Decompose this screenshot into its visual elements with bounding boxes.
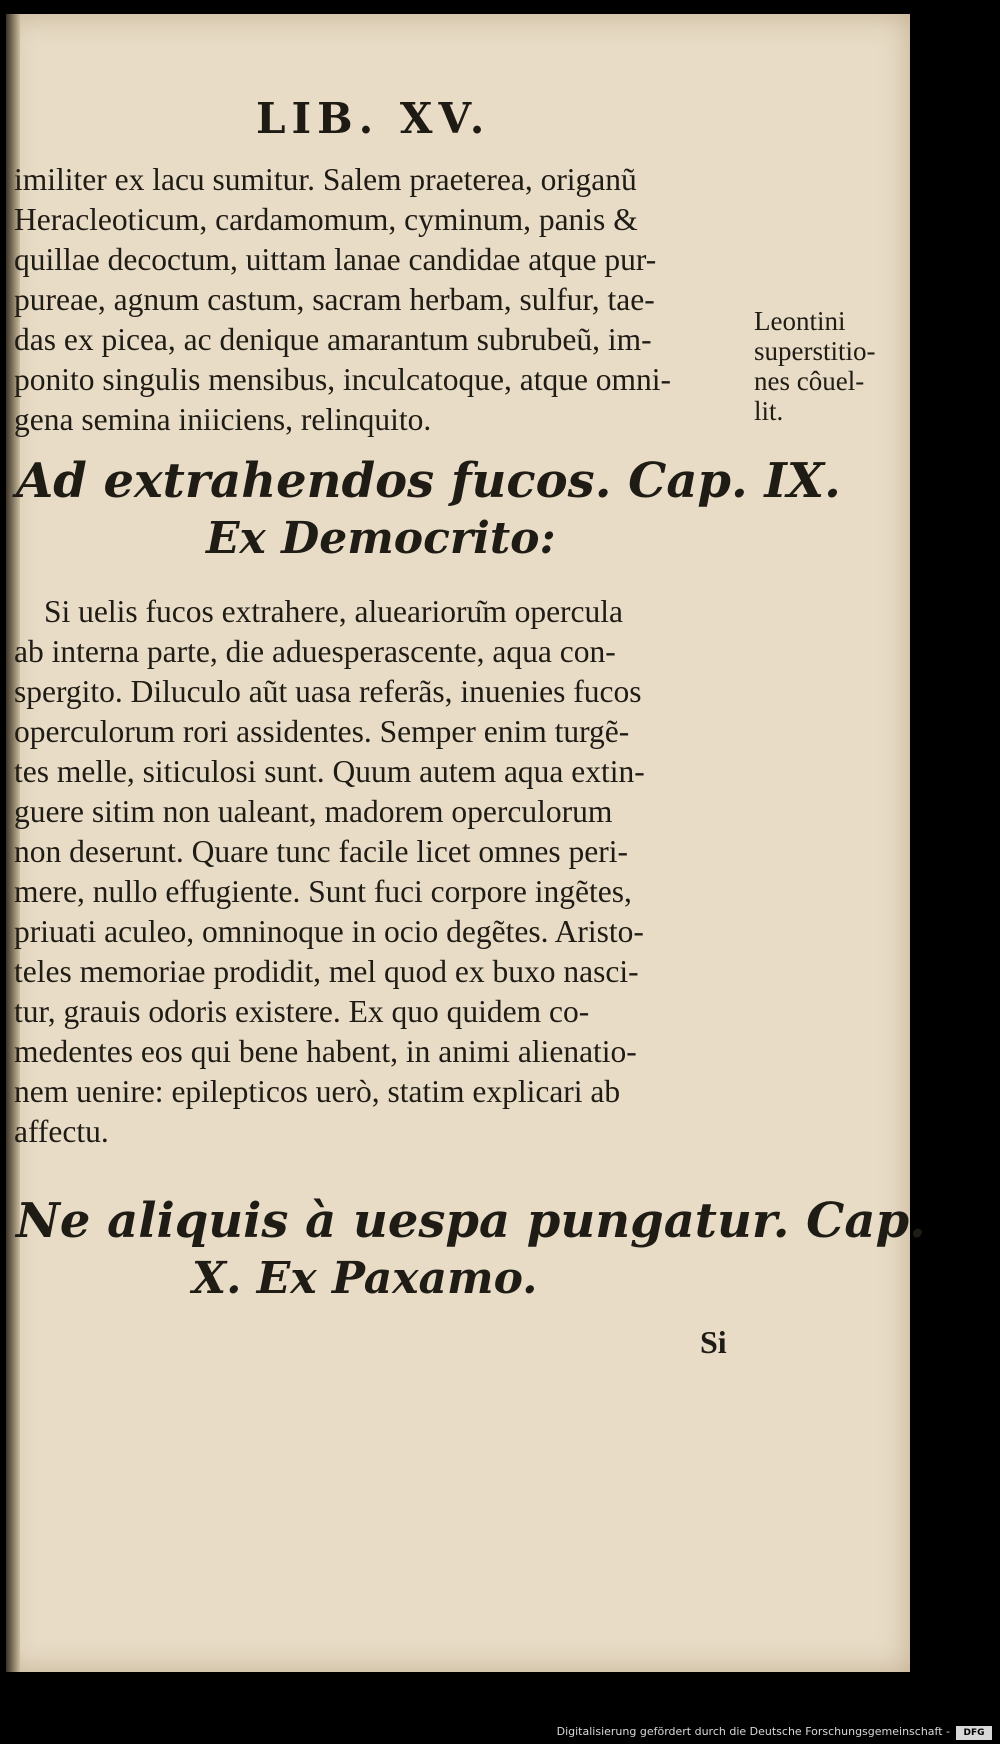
marginal-note-line: Leontini: [754, 306, 846, 336]
text-line: gena semina iniiciens, relinquito.: [14, 402, 432, 437]
text-line: non deserunt. Quare tunc facile licet omnes peri-: [14, 834, 629, 869]
text-line: imiliter ex lacu sumitur. Salem praeterea, origanũ: [14, 162, 637, 197]
chapter-source: Ex Democrito:: [206, 513, 556, 564]
text-line: teles memoriae prodidit, mel quod ex buxo nasci-: [14, 954, 639, 989]
dfg-logo: DFG: [956, 1726, 992, 1740]
text-line: Heracleoticum, cardamomum, cyminum, panis &: [14, 202, 638, 237]
marginal-note-line: superstitio-: [754, 336, 876, 366]
marginal-note-line: lit.: [754, 396, 784, 426]
chapter-title: Ne aliquis à uespa pungatur. Cap.: [16, 1193, 926, 1249]
text-line: priuati aculeo, omninoque in ocio degẽtes. Aristo-: [14, 914, 644, 949]
running-head: LIB. XV.: [256, 94, 491, 143]
text-line: nem uenire: epilepticos uerò, statim explicari ab: [14, 1074, 621, 1109]
text-line: operculorum rori assidentes. Semper enim turgẽ-: [14, 714, 630, 749]
book-page: [6, 14, 926, 1672]
text-line: quillae decoctum, uittam lanae candidae atque pur-: [14, 242, 657, 277]
text-line: mere, nullo effugiente. Sunt fuci corpore ingẽtes,: [14, 874, 632, 909]
catchword: Si: [700, 1324, 727, 1360]
text-line: tes melle, siticulosi sunt. Quum autem aqua extin-: [14, 754, 645, 789]
text-line: tur, grauis odoris existere. Ex quo quidem co-: [14, 994, 590, 1029]
chapter-heading-ix: [16, 452, 841, 568]
marginal-note: [754, 306, 904, 426]
chapter-source: X. Ex Paxamo.: [192, 1253, 538, 1304]
text-line: affectu.: [14, 1114, 109, 1149]
text-line: medentes eos qui bene habent, in animi alienatio-: [14, 1034, 637, 1069]
paragraph-continuation: [14, 160, 744, 440]
text-line: ponito singulis mensibus, inculcatoque, atque omni-: [14, 362, 672, 397]
text-line: Si uelis fucos extrahere, aluearioru͂m opercula: [44, 594, 624, 629]
text-line: pureae, agnum castum, sacram herbam, sulfur, tae-: [14, 282, 655, 317]
digitization-credit: Digitalisierung gefördert durch die Deutsche Forschungsgemeinschaft -: [556, 1725, 950, 1738]
text-line: guere sitim non ualeant, madorem operculorum: [14, 794, 613, 829]
text-line: ab interna parte, die aduesperascente, aqua con-: [14, 634, 616, 669]
marginal-note-line: nes côuel-: [754, 366, 865, 396]
text-line: spergito. Diluculo aũt uasa referãs, inuenies fucos: [14, 674, 642, 709]
paragraph-chapter-ix: [14, 592, 744, 1152]
chapter-title: Ad extrahendos fucos. Cap. IX.: [16, 453, 841, 509]
text-line: das ex picea, ac denique amarantum subrubeũ, im-: [14, 322, 652, 357]
chapter-heading-x: [16, 1192, 926, 1308]
